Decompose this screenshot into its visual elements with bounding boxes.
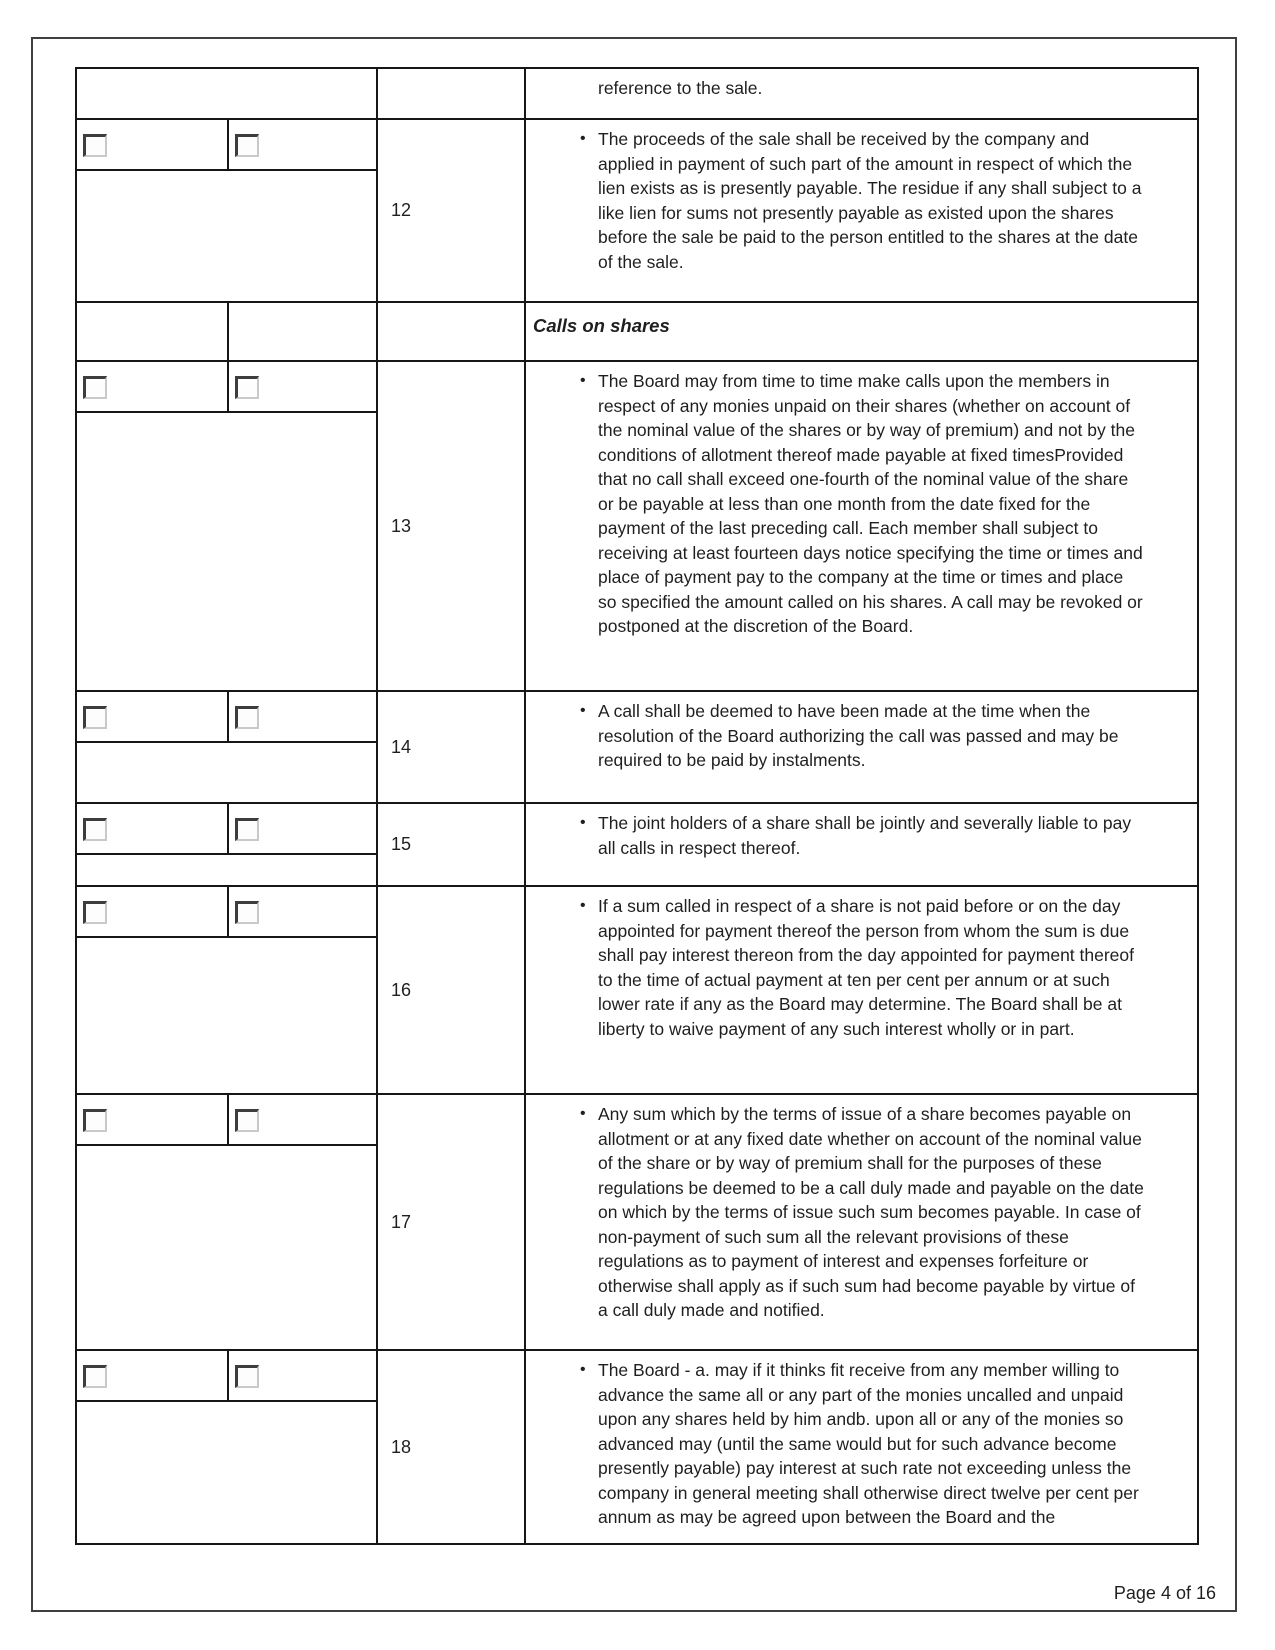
clause-text-cell [526,1095,1197,1349]
checkbox-cell [227,362,376,411]
checkbox-cell [227,804,376,853]
checkbox-cell [77,1351,227,1400]
checkbox-subrow [77,804,376,855]
empty-checkbox-cells [77,303,378,360]
clauses-table [75,67,1199,1545]
clause-continuation-text: reference to the sale. [598,78,763,98]
clause-text-cell [526,362,1197,690]
clause-text: The proceeds of the sale shall be received by the company and applied in payment of such part of the amount in respect of which the lien exists as is presently payable. The residue if any shall subject to a like lien for sums not presently payable as existed upon the shares before the sale be paid to the person entitled to the shares at the date of the sale. [598,129,1142,272]
bullet-item [526,127,1197,274]
clause-number: 18 [391,1436,412,1457]
checkbox-cell [227,120,376,169]
clause-number-cell [378,1351,526,1543]
clause-text-cell [526,692,1197,802]
clause-text-cell [526,69,1197,118]
clause-number: 16 [391,979,412,1000]
checkbox-icon[interactable] [235,134,259,157]
bullet-item [526,811,1197,860]
clause-number-cell [378,303,526,360]
table-row-clause-16 [77,887,1197,1095]
checkbox-cell [77,362,227,411]
bullet-item [526,699,1197,773]
section-header-cell [526,303,1197,360]
clause-text: A call shall be deemed to have been made at the time when the resolution of the Board authorizing the call was passed and may be required to be paid by instalments. [598,701,1119,770]
checkbox-cell [227,1095,376,1144]
checkbox-column-group [77,120,378,301]
checkbox-icon[interactable] [235,1365,259,1388]
empty-cell [77,303,227,360]
clause-text: If a sum called in respect of a share is not paid before or on the day appointed for payment thereof the person from whom the sum is due shall pay interest thereon from the day appointed for payment thereof to the time of actual payment at ten per cent per annum or at such lower rate if any as the Board may determine. The Board shall be at liberty to waive payment of any such interest wholly or in part. [598,896,1135,1039]
bullet-icon: • [580,702,586,719]
checkbox-column-group [77,1351,378,1543]
clause-text-cell [526,1351,1197,1543]
checkbox-icon[interactable] [235,706,259,729]
checkbox-subrow [77,1351,376,1402]
checkbox-subrow [77,692,376,743]
checkbox-icon[interactable] [83,1109,107,1132]
bullet-item [526,894,1197,1041]
clause-text: The Board may from time to time make calls upon the members in respect of any monies unpaid on their shares (whether on account of the nominal value of the shares or by way of premium) and not by the conditions of allotment thereof made payable at fixed timesProvided that no call shall exceed one-fourth of the nominal value of the share or be payable at less than one month from the date fixed for the payment of the last preceding call. Each member shall subject to receiving at least fourteen days notice specifying the time or times and place of payment pay to the company at the time or times and place so specified the amount called on his shares. A call may be revoked or postponed at the discretion of the Board. [598,371,1143,636]
page-number: Page 4 of 16 [1113,1583,1216,1603]
bullet-icon: • [580,897,586,914]
bullet-item [526,1358,1197,1530]
clause-number: 17 [391,1211,412,1232]
clause-number-cell [378,120,526,301]
clause-number-cell [378,692,526,802]
table-row-clause-12 [77,120,1197,303]
checkbox-column-group [77,887,378,1093]
bullet-icon: • [580,130,586,147]
clause-text-cell [526,804,1197,885]
checkbox-icon[interactable] [83,901,107,924]
table-row-clause-18 [77,1351,1197,1543]
checkbox-subrow [77,362,376,413]
clause-number: 14 [391,736,412,757]
checkbox-icon[interactable] [83,818,107,841]
empty-merged-cell [77,69,378,118]
section-header-text: Calls on shares [533,315,670,336]
checkbox-column-group [77,1095,378,1349]
checkbox-subrow [77,1095,376,1146]
checkbox-subrow [77,887,376,938]
clause-number: 15 [391,834,412,854]
table-row-section-header [77,303,1197,362]
clause-number-cell [378,69,526,118]
table-row-clause-13 [77,362,1197,692]
checkbox-icon[interactable] [235,376,259,399]
clause-number: 12 [391,200,412,220]
clause-number: 13 [391,515,412,536]
checkbox-cell [227,887,376,936]
checkbox-cell [227,692,376,741]
empty-cell [227,303,376,360]
bullet-icon: • [580,372,586,389]
checkbox-column-group [77,692,378,802]
bullet-icon: • [580,1361,586,1378]
checkbox-icon[interactable] [83,1365,107,1388]
checkbox-cell [77,804,227,853]
checkbox-icon[interactable] [235,901,259,924]
table-row-continuation [77,69,1197,120]
bullet-icon: • [580,814,586,831]
clause-number-cell [378,804,526,885]
clause-text-cell [526,120,1197,301]
checkbox-cell [77,1095,227,1144]
clause-text: Any sum which by the terms of issue of a share becomes payable on allotment or at any fixed date whether on account of the nominal value of the share or by way of premium shall for the purposes of these regulations be deemed to be a call duly made and payable on the date on which by the terms of issue such sum becomes payable. In case of non-payment of such sum all the relevant provisions of these regulations as to payment of interest and expenses forfeiture or otherwise shall apply as if such sum had become payable by virtue of a call duly made and notified. [598,1104,1144,1320]
checkbox-subrow [77,120,376,171]
checkbox-icon[interactable] [235,818,259,841]
checkbox-icon[interactable] [83,134,107,157]
checkbox-column-group [77,362,378,690]
checkbox-cell [77,887,227,936]
bullet-item [526,1102,1197,1323]
clause-text: The Board - a. may if it thinks fit receive from any member willing to advance the same all or any part of the monies uncalled and unpaid upon any shares held by him andb. upon all or any of the monies so advanced may (until the same would but for such advance become presently payable) pay interest at such rate not exceeding unless the company in general meeting shall otherwise direct twelve per cent per annum as may be agreed upon between the Board and the [598,1360,1139,1527]
checkbox-icon[interactable] [83,706,107,729]
checkbox-cell [77,692,227,741]
table-row-clause-14 [77,692,1197,804]
bullet-item [526,369,1197,639]
checkbox-cell [227,1351,376,1400]
bullet-icon: • [580,1105,586,1122]
clause-text: The joint holders of a share shall be jointly and severally liable to pay all calls in respect thereof. [598,813,1132,858]
checkbox-icon[interactable] [83,376,107,399]
clause-text-cell [526,887,1197,1093]
clause-number-cell [378,1095,526,1349]
table-row-clause-17 [77,1095,1197,1351]
checkbox-cell [77,120,227,169]
checkbox-column-group [77,804,378,885]
clause-number-cell [378,887,526,1093]
checkbox-icon[interactable] [235,1109,259,1132]
clause-number-cell [378,362,526,690]
table-row-clause-15 [77,804,1197,887]
